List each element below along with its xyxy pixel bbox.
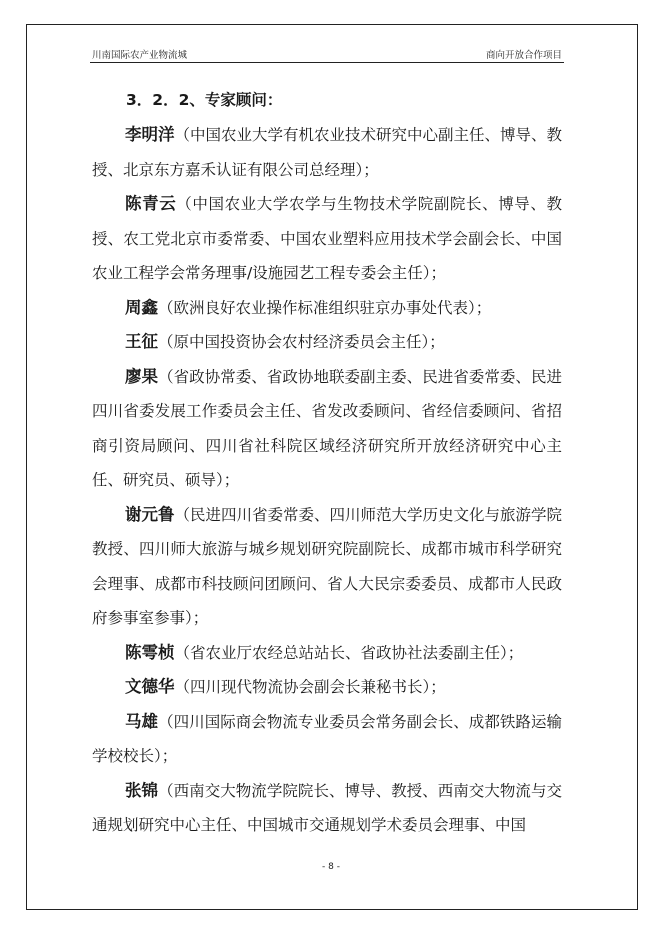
advisor-name: 马雄 bbox=[125, 711, 159, 731]
advisor-entry bbox=[92, 636, 562, 671]
section-title: 3．2．2、专家顾问： bbox=[126, 91, 283, 109]
advisor-description: （省政协常委、省政协地联委副主委、民进省委常委、民进四川省委发展工作委员会主任、省发改委顾问、省经信委顾问、省招商引资局顾问、四川省社科院区域经济研究所开放经济研究中心主任、研究员、硕导）； bbox=[92, 367, 562, 489]
advisor-description: （四川国际商会物流专业委员会常务副会长、成都铁路运输学校校长）； bbox=[92, 712, 562, 765]
advisor-description: （西南交大物流学院院长、博导、教授、西南交大物流与交通规划研究中心主任、中国城市交通规划学术委员会理事、中国 bbox=[92, 781, 562, 834]
advisor-name: 陈青云 bbox=[125, 194, 177, 213]
advisor-description: （省农业厅农经总站站长、省政协社法委副主任）； bbox=[174, 643, 524, 662]
advisor-entry bbox=[92, 774, 562, 843]
page-header bbox=[92, 47, 562, 63]
advisor-description: （原中国投资协会农村经济委员会主任）； bbox=[158, 333, 445, 351]
advisor-entry bbox=[92, 498, 562, 636]
advisor-entry bbox=[92, 325, 562, 360]
advisor-description: （中国农业大学农学与生物技术学院副院长、博导、教授、农工党北京市委常委、中国农业塑料应用技术学会副会长、中国农业工程学会常务理事/设施园艺工程专委会主任）； bbox=[92, 195, 562, 282]
advisor-description: （四川现代物流协会副会长兼秘书长）； bbox=[174, 678, 446, 696]
advisor-name: 谢元鲁 bbox=[125, 504, 175, 524]
header-right-title: 商向开放合作项目 bbox=[485, 50, 562, 61]
page-number: - 8 - bbox=[322, 862, 340, 872]
advisor-entry bbox=[92, 187, 562, 291]
advisor-description: （中国农业大学有机农业技术研究中心副主任、博导、教授、北京东方嘉禾认证有限公司总经理）； bbox=[92, 126, 563, 179]
document-body bbox=[92, 82, 562, 843]
advisor-name: 周鑫 bbox=[125, 297, 158, 317]
header-left-title: 川南国际农产业物流城 bbox=[92, 50, 188, 61]
advisor-name: 廖果 bbox=[125, 366, 159, 386]
advisor-entry bbox=[92, 118, 562, 187]
advisor-name: 李明洋 bbox=[125, 125, 175, 144]
advisor-entry bbox=[92, 291, 562, 326]
advisor-name: 王征 bbox=[125, 332, 158, 351]
advisor-description: （欧洲良好农业操作标准组织驻京办事处代表）； bbox=[158, 298, 492, 317]
advisor-name: 陈雩桢 bbox=[125, 642, 175, 662]
header-divider bbox=[90, 62, 564, 63]
advisor-entry bbox=[92, 670, 562, 705]
advisor-name: 文德华 bbox=[125, 677, 175, 696]
advisor-entry bbox=[92, 360, 562, 498]
advisor-name: 张锦 bbox=[125, 780, 159, 800]
advisor-entry bbox=[92, 705, 562, 774]
advisor-description: （民进四川省委常委、四川师范大学历史文化与旅游学院教授、四川师大旅游与城乡规划研究院副院长、成都市城市科学研究会理事、成都市科技顾问团顾问、省人大民宗委委员、成都市人民政府参事室参事）； bbox=[92, 505, 563, 627]
